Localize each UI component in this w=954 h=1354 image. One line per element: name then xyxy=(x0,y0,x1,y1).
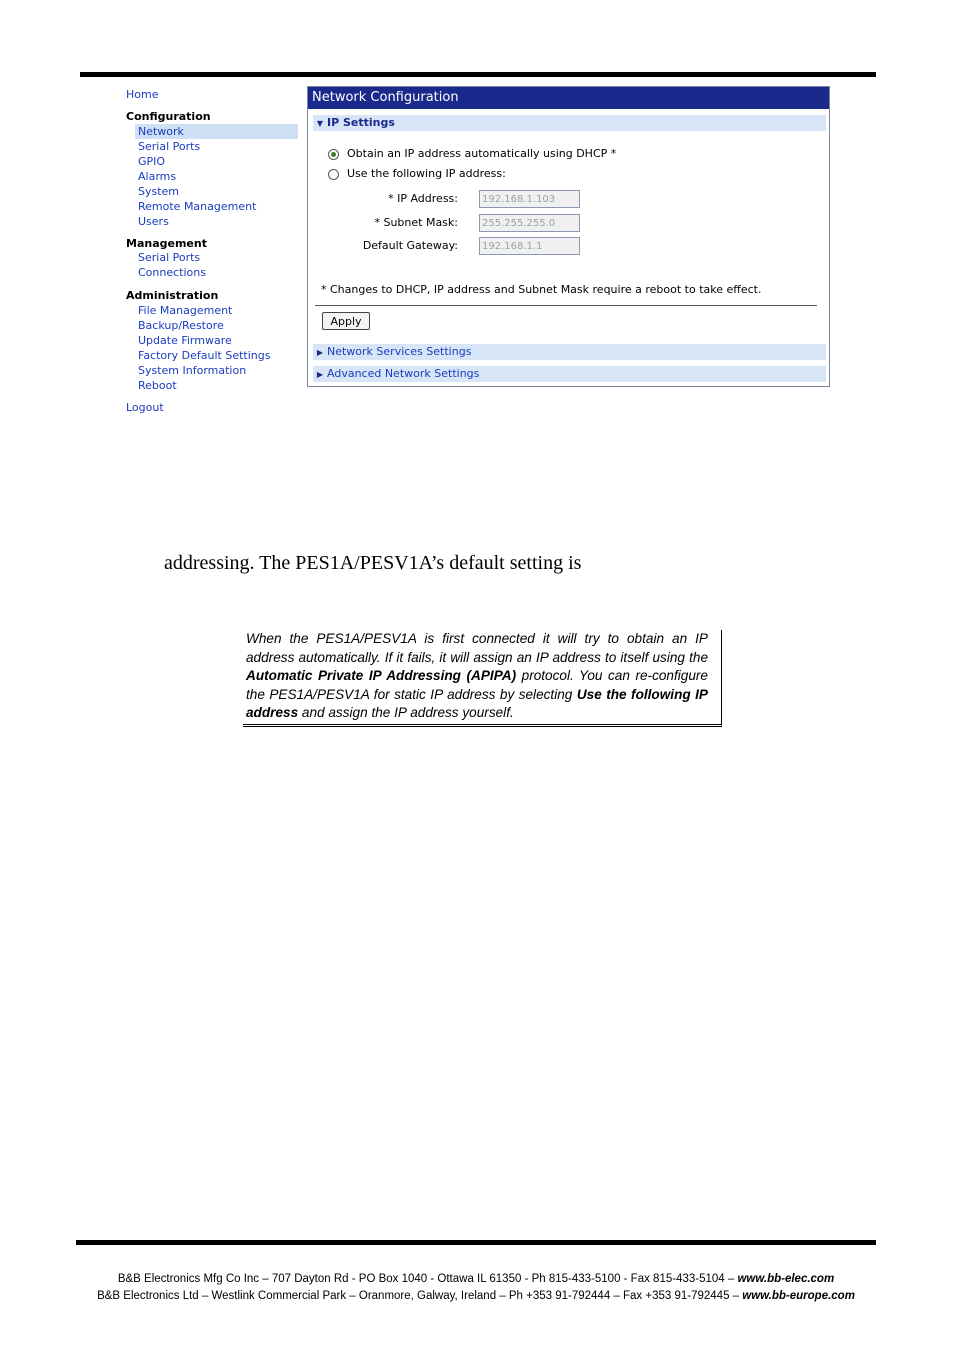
network-services-label: Network Services Settings xyxy=(327,345,472,358)
ip-address-label: * IP Address: xyxy=(388,192,458,205)
radio-static-label: Use the following IP address: xyxy=(347,167,506,180)
nav-item-network[interactable]: Network xyxy=(135,124,298,139)
apply-button[interactable]: Apply xyxy=(322,312,370,330)
note-text-part: and assign the IP address yourself. xyxy=(298,705,514,721)
nav-item-remote-management[interactable]: Remote Management xyxy=(138,200,257,213)
nav-configuration-heading: Configuration xyxy=(126,110,211,123)
top-rule xyxy=(80,72,876,77)
nav-item-system-information[interactable]: System Information xyxy=(138,364,247,377)
nav-item-gpio[interactable]: GPIO xyxy=(138,155,166,168)
note-text-part: When the PES1A/PESV1A is first connected it will try to obtain an IP address automatically. If it fails, it will assign an IP address to itself using the xyxy=(246,631,708,665)
nav-item-users[interactable]: Users xyxy=(138,215,169,228)
footer-us-url[interactable]: www.bb-elec.com xyxy=(737,1273,835,1285)
nav-item-backup-restore[interactable]: Backup/Restore xyxy=(138,319,224,332)
nav-administration-heading: Administration xyxy=(126,289,219,302)
nav-administration-group xyxy=(135,303,298,393)
ip-settings-label: IP Settings xyxy=(327,116,395,129)
nav-item-serial-ports[interactable]: Serial Ports xyxy=(138,140,201,153)
note-text-part: protocol. You can re-configure the PES1A/PESV1A for static IP address by selecting xyxy=(246,668,708,702)
radio-dhcp-label: Obtain an IP address automatically using DHCP * xyxy=(347,147,617,160)
default-gateway-label: Default Gateway: xyxy=(362,239,458,252)
advanced-network-section-header[interactable] xyxy=(313,366,826,382)
default-gateway-input[interactable]: 192.168.1.1 xyxy=(479,237,580,255)
triangle-right-icon: ▶ xyxy=(316,370,324,379)
advanced-network-label: Advanced Network Settings xyxy=(327,367,480,380)
subnet-mask-label: * Subnet Mask: xyxy=(374,216,458,229)
bottom-rule xyxy=(76,1240,876,1245)
nav-logout-link[interactable]: Logout xyxy=(126,401,164,414)
nav-item-reboot[interactable]: Reboot xyxy=(138,379,177,392)
footer-line-eu xyxy=(76,1290,876,1302)
panel-divider xyxy=(315,305,817,306)
subnet-mask-input[interactable]: 255.255.255.0 xyxy=(479,214,580,232)
radio-row-static[interactable] xyxy=(328,167,506,181)
network-services-section-header[interactable] xyxy=(313,344,826,360)
nav-home-link[interactable]: Home xyxy=(126,88,159,101)
body-paragraph: addressing. The PES1A/PESV1A’s default setting is xyxy=(164,552,582,574)
panel-title: Network Configuration xyxy=(308,87,829,109)
footer-eu-url[interactable]: www.bb-europe.com xyxy=(742,1290,855,1302)
nav-item-system[interactable]: System xyxy=(138,185,180,198)
nav-item-connections[interactable]: Connections xyxy=(138,266,206,279)
network-configuration-panel xyxy=(307,86,830,387)
nav-management-group xyxy=(135,250,298,280)
nav-configuration-group xyxy=(135,124,298,229)
footer-us-text: B&B Electronics Mfg Co Inc – 707 Dayton Rd - PO Box 1040 - Ottawa IL 61350 - Ph 815-433-5100 - Fax 815-433-5104 – xyxy=(117,1273,738,1285)
nav-management-heading: Management xyxy=(126,237,207,250)
triangle-right-icon: ▶ xyxy=(316,348,324,357)
radio-row-dhcp[interactable] xyxy=(328,147,616,161)
nav-item-update-firmware[interactable]: Update Firmware xyxy=(138,334,232,347)
nav-item-file-management[interactable]: File Management xyxy=(138,304,233,317)
note-bold-apipa: Automatic Private IP Addressing (APIPA) xyxy=(246,668,517,684)
footer-eu-text: B&B Electronics Ltd – Westlink Commercial Park – Oranmore, Galway, Ireland – Ph +353 91-792444 – Fax +353 91-792445 – xyxy=(97,1290,743,1302)
triangle-down-icon: ▼ xyxy=(316,119,324,128)
nav-item-mgmt-serial-ports[interactable]: Serial Ports xyxy=(138,251,201,264)
note-box xyxy=(243,630,722,727)
radio-dhcp[interactable] xyxy=(328,149,339,160)
reboot-note: * Changes to DHCP, IP address and Subnet Mask require a reboot to take effect. xyxy=(321,283,762,296)
nav-item-alarms[interactable]: Alarms xyxy=(138,170,177,183)
nav-item-factory-default[interactable]: Factory Default Settings xyxy=(138,349,271,362)
ip-address-input[interactable]: 192.168.1.103 xyxy=(479,190,580,208)
note-bold-use-following: Use the following IP address xyxy=(246,686,708,721)
note-text xyxy=(246,630,708,723)
ip-settings-section-header[interactable] xyxy=(313,115,826,131)
footer-line-us xyxy=(76,1273,876,1285)
radio-static[interactable] xyxy=(328,169,339,180)
